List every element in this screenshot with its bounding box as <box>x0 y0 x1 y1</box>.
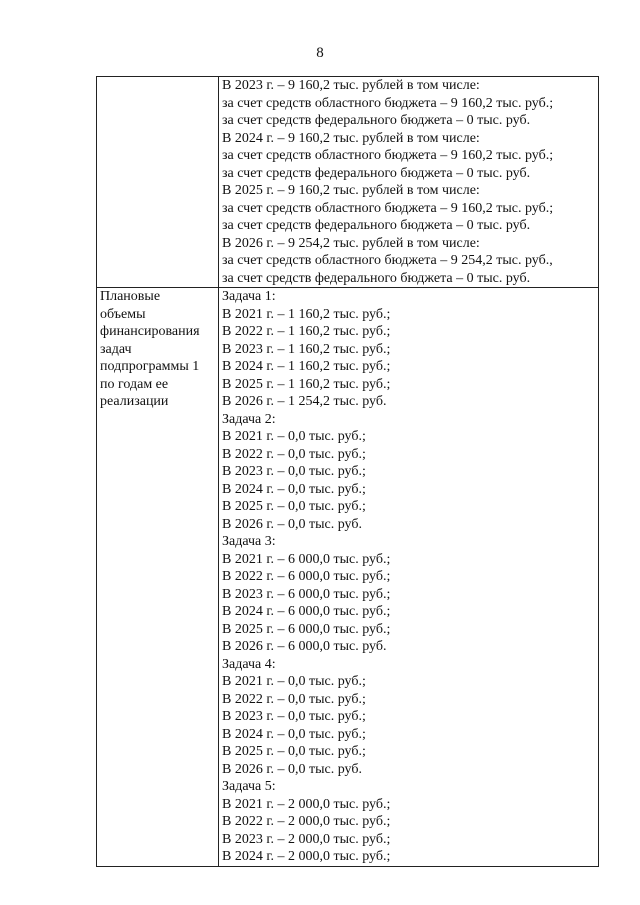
text-line: В 2023 г. – 6 000,0 тыс. руб.; <box>222 586 391 602</box>
text-line: В 2021 г. – 1 160,2 тыс. руб.; <box>222 306 391 322</box>
page-number: 8 <box>316 45 324 61</box>
text-line: за счет средств федерального бюджета – 0 тыс. руб. <box>222 218 531 233</box>
text-line: В 2025 г. – 0,0 тыс. руб.; <box>222 499 366 514</box>
text-line: В 2021 г. – 6 000,0 тыс. руб.; <box>222 551 391 567</box>
text-line: В 2022 г. – 1 160,2 тыс. руб.; <box>222 324 391 339</box>
row-label-cell <box>97 77 219 288</box>
text-line: по годам ее <box>100 376 169 392</box>
text-line: за счет средств областного бюджета – 9 160,2 тыс. руб.; <box>222 200 554 216</box>
text-line: В 2022 г. – 0,0 тыс. руб.; <box>222 446 366 462</box>
row-content-cell <box>219 288 599 867</box>
text-line: Задача 1: <box>222 289 276 304</box>
text-line: В 2026 г. – 0,0 тыс. руб. <box>222 516 362 532</box>
text-line: В 2022 г. – 0,0 тыс. руб.; <box>222 691 366 707</box>
text-line: реализации <box>100 394 169 409</box>
text-line: В 2023 г. – 0,0 тыс. руб.; <box>222 464 366 479</box>
text-line: финансирования <box>100 324 200 339</box>
text-line: В 2023 г. – 1 160,2 тыс. руб.; <box>222 341 391 357</box>
table-row <box>97 288 599 867</box>
text-line: за счет средств федерального бюджета – 0 тыс. руб. <box>222 165 531 181</box>
text-line: задач <box>100 341 132 357</box>
text-line: за счет средств областного бюджета – 9 160,2 тыс. руб.; <box>222 148 554 163</box>
text-line: В 2026 г. – 6 000,0 тыс. руб. <box>222 639 387 654</box>
text-line: Задача 5: <box>222 779 276 794</box>
financing-table <box>96 76 599 867</box>
text-line: В 2021 г. – 2 000,0 тыс. руб.; <box>222 796 391 812</box>
text-line: за счет средств областного бюджета – 9 160,2 тыс. руб.; <box>222 95 554 111</box>
row-content-cell <box>219 77 599 288</box>
text-line: подпрограммы 1 <box>100 359 200 374</box>
text-line: В 2023 г. – 9 160,2 тыс. рублей в том числе: <box>222 78 480 93</box>
text-line: В 2024 г. – 0,0 тыс. руб.; <box>222 726 366 742</box>
text-line: В 2024 г. – 0,0 тыс. руб.; <box>222 481 366 497</box>
text-line: В 2024 г. – 9 160,2 тыс. рублей в том числе: <box>222 130 480 146</box>
text-line: В 2021 г. – 0,0 тыс. руб.; <box>222 429 366 444</box>
text-line: В 2021 г. – 0,0 тыс. руб.; <box>222 674 366 689</box>
text-line: Задача 3: <box>222 534 276 549</box>
text-line: за счет средств федерального бюджета – 0 тыс. руб. <box>222 270 531 286</box>
text-line: Задача 4: <box>222 656 276 672</box>
text-line: за счет средств областного бюджета – 9 254,2 тыс. руб., <box>222 253 553 268</box>
text-line: В 2024 г. – 6 000,0 тыс. руб.; <box>222 604 391 619</box>
text-line: Задача 2: <box>222 411 276 427</box>
text-line: В 2022 г. – 6 000,0 тыс. руб.; <box>222 569 391 584</box>
text-line: за счет средств федерального бюджета – 0 тыс. руб. <box>222 113 531 128</box>
text-line: В 2025 г. – 9 160,2 тыс. рублей в том числе: <box>222 183 480 198</box>
text-line: В 2023 г. – 0,0 тыс. руб.; <box>222 709 366 724</box>
table-row <box>97 77 599 288</box>
text-line: В 2026 г. – 1 254,2 тыс. руб. <box>222 394 387 409</box>
text-line: В 2025 г. – 0,0 тыс. руб.; <box>222 744 366 759</box>
text-line: объемы <box>100 306 146 322</box>
text-line: В 2024 г. – 2 000,0 тыс. руб.; <box>222 849 391 864</box>
text-line: В 2024 г. – 1 160,2 тыс. руб.; <box>222 359 391 374</box>
text-line: В 2022 г. – 2 000,0 тыс. руб.; <box>222 814 391 829</box>
text-line: В 2025 г. – 6 000,0 тыс. руб.; <box>222 621 391 637</box>
text-line: В 2023 г. – 2 000,0 тыс. руб.; <box>222 831 391 847</box>
row-label-cell <box>97 288 219 867</box>
text-line: В 2026 г. – 0,0 тыс. руб. <box>222 761 362 777</box>
text-line: В 2025 г. – 1 160,2 тыс. руб.; <box>222 376 391 392</box>
text-line: Плановые <box>100 289 161 304</box>
text-line: В 2026 г. – 9 254,2 тыс. рублей в том числе: <box>222 235 480 251</box>
